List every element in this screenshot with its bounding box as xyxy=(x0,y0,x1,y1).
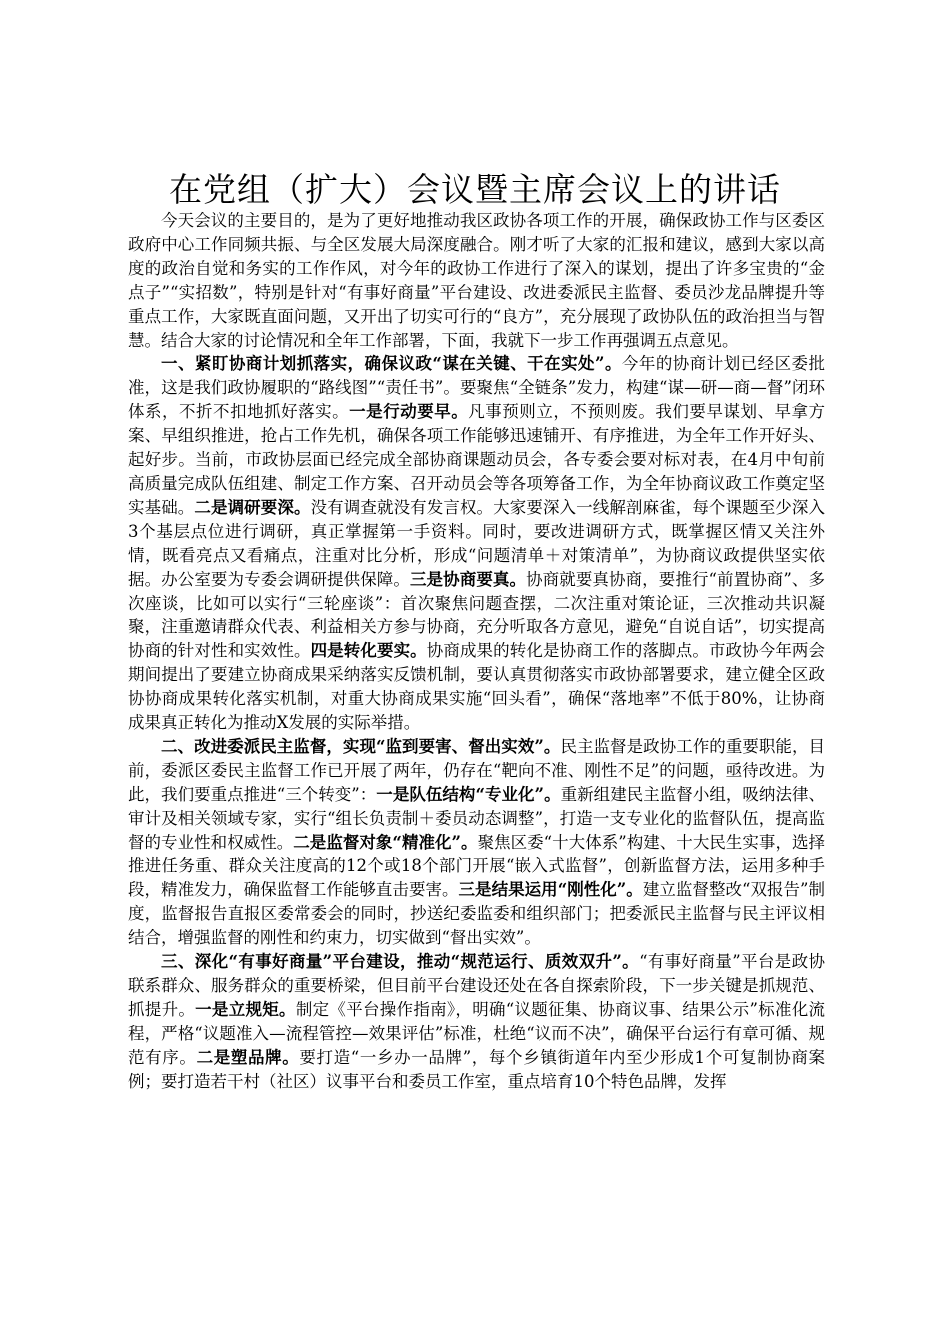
bold-heading-text: 二、改进委派民主监督，实现“监到要害、督出实效”。 xyxy=(161,736,561,756)
paragraph-text: 凡事预则立，不预则废。我们要早谋划、早拿方案、早组织推进，抢占工作先机，确保各项工作能够迅速铺开、有序推进，为全年工作开好头、起好步。当前，市政协层面已经完成全部协商课题动员会，各专委会要对标对表，在4月中旬前高质量完成队伍组建、制定工作方案、召开动员会等各项筹备工作，为全年协商议政工作奠定坚实基础。 xyxy=(128,402,826,517)
paragraph-text: 制定《平台操作指南》，明确“议题征集、协商议事、结果公示”标准化流程，严格“议题准入—流程管控—效果评估”标准，杜绝“议而不决”，确保平台运行有章可循、规范有序。 xyxy=(128,999,826,1067)
body-paragraph xyxy=(128,209,825,352)
bold-heading-text: 二是调研要深。 xyxy=(194,497,311,517)
paragraph-text: 今年的协商计划已经区委批准，这是我们政协履职的“路线图”“责任书”。要聚焦“全链条”发力，构建“谋—研—商—督”闭环体系，不折不扣地抓好落实。 xyxy=(128,354,826,422)
bold-heading-text: 四是转化要实。 xyxy=(310,641,427,661)
body-paragraph xyxy=(128,735,825,950)
paragraph-text: 没有调查就没有发言权。大家要深入一线解剖麻雀，每个课题至少深入3个基层点位进行调研，真正掌握第一手资料。同时，要改进调研方式，既掌握区情又关注外情，既看亮点又看痛点，注重对比分析，形成“问题清单＋对策清单”，为协商议政提供坚实依据。办公室要为专委会调研提供保障。 xyxy=(128,497,826,589)
bold-heading-text: 二是监督对象“精准化”。 xyxy=(293,832,478,852)
paragraph-text: 聚焦区委“十大体系”构建、十大民生实事，选择推进任务重、群众关注度高的12个或18个部门开展“嵌入式监督”，创新监督方法，运用多种手段，精准发力，确保监督工作能够直击要害。 xyxy=(128,832,826,900)
bold-heading-text: 一是行动要早。 xyxy=(349,402,469,422)
paragraph-text: 协商成果的转化是协商工作的落脚点。市政协今年两会期间提出了要建立协商成果采纳落实反馈机制，要认真贯彻落实市政协部署要求，建立健全区政协协商成果转化落实机制，对重大协商成果实施“回头看”，确保“落地率”不低于80%，让协商成果真正转化为推动X发展的实际举措。 xyxy=(128,641,826,733)
bold-heading-text: 三是协商要真。 xyxy=(409,569,527,589)
paragraph-text: 民主监督是政协工作的重要职能，目前，委派区委民主监督工作已开展了两年，仍存在“靶向不准、刚性不足”的问题，亟待改进。为此，我们要重点推进“三个转变”： xyxy=(128,736,826,804)
paragraph-text: 要打造“一乡办一品牌”，每个乡镇街道年内至少形成1个可复制协商案例；要打造若干村（社区）议事平台和委员工作室，重点培育10个特色品牌，发挥 xyxy=(128,1047,826,1091)
paragraph-text: 建立监督整改“双报告”制度，监督报告直报区委常委会的同时，抄送纪委监委和组织部门；把委派民主监督与民主评议相结合，增强监督的刚性和约束力，切实做到“督出实效”。 xyxy=(128,880,826,948)
document-body xyxy=(128,209,825,1094)
paragraph-text: 今天会议的主要目的，是为了更好地推动我区政协各项工作的开展，确保政协工作与区委区政府中心工作同频共振、与全区发展大局深度融合。刚才听了大家的汇报和建议，感到大家以高度的政治自觉和务实的工作作风，对今年的政协工作进行了深入的谋划，提出了许多宝贵的“金点子”“实招数”，特别是针对“有事好商量”平台建设、改进委派民主监督、委员沙龙品牌提升等重点工作，大家既直面问题，又开出了切实可行的“良方”，充分展现了政协队伍的政治担当与智慧。结合大家的讨论情况和全年工作部署，下面，我就下一步工作再强调五点意见。 xyxy=(128,211,825,350)
document-title: 在党组（扩大）会议暨主席会议上的讲话 xyxy=(169,170,781,209)
bold-heading-text: 二是塑品牌。 xyxy=(196,1047,300,1067)
body-paragraph xyxy=(128,352,825,735)
bold-heading-text: 三是结果运用“刚性化”。 xyxy=(458,880,643,900)
bold-heading-text: 一是队伍结构“专业化”。 xyxy=(376,784,561,804)
body-paragraph xyxy=(128,950,825,1093)
paragraph-text: 协商就要真协商，要推行“前置协商”、多次座谈，比如可以实行“三轮座谈”：首次聚焦问题查摆，二次注重对策论证，三次推动共识凝聚，注重邀请群众代表、利益相关方参与协商，充分听取各方意见，避免“自说自话”，切实提高协商的针对性和实效性。 xyxy=(128,569,826,661)
bold-heading-text: 一、紧盯协商计划抓落实，确保议政“谋在关键、干在实处”。 xyxy=(161,354,622,374)
bold-heading-text: 三、深化“有事好商量”平台建设，推动“规范运行、质效双升”。 xyxy=(161,952,640,972)
paragraph-text: 重新组建民主监督小组，吸纳法律、审计及相关领域专家，实行“组长负责制＋委员动态调整”，打造一支专业化的监督队伍，提高监督的专业性和权威性。 xyxy=(128,784,826,852)
bold-heading-text: 一是立规矩。 xyxy=(195,999,296,1019)
paragraph-text: “有事好商量”平台是政协联系群众、服务群众的重要桥梁，但目前平台建设还处在各自探索阶段，下一步关键是抓规范、抓提升。 xyxy=(128,952,825,1019)
